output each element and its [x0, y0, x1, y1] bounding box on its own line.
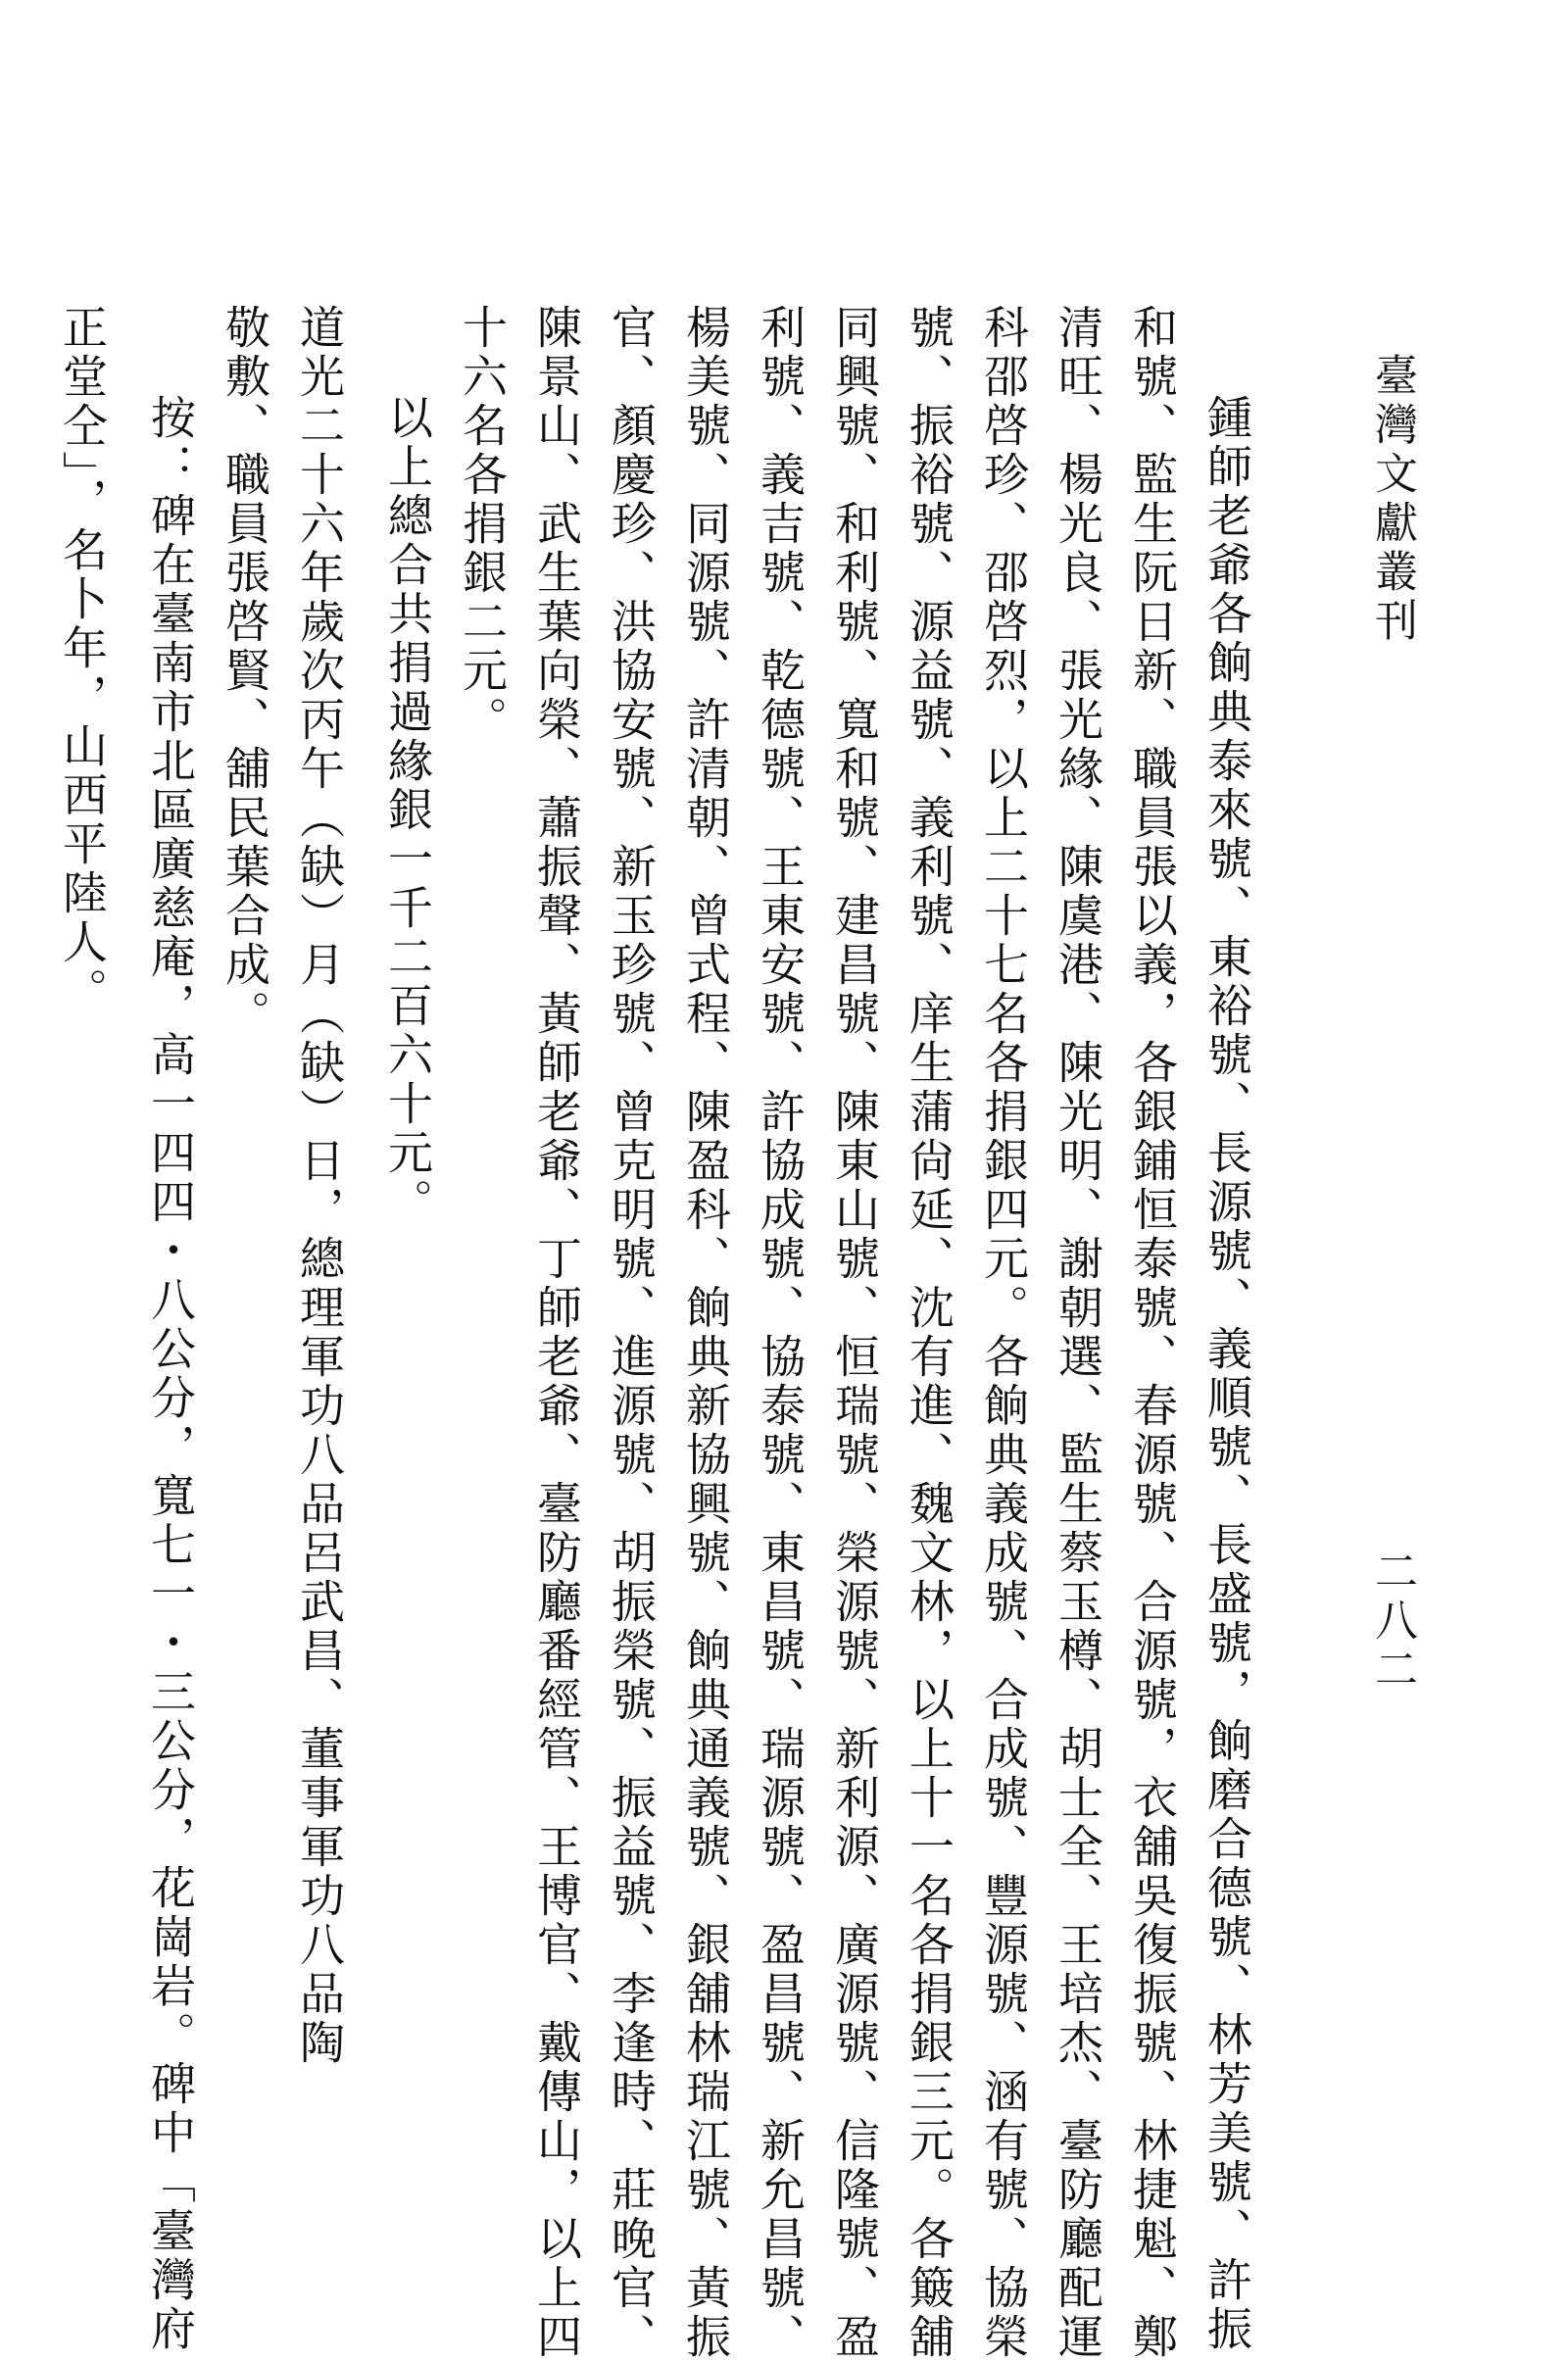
text-column: 道光二十六年歲次丙午（缺）月（缺）日，總理軍功八品呂武昌、董事軍功八品陶	[293, 304, 346, 2068]
body-text	[56, 304, 1264, 2362]
text-column: 官、顏慶珍、洪協安號、新玉珍號、曾克明號、進源號、胡振榮號、振益號、李逢時、莊晚官、	[605, 304, 658, 2362]
text-column: 正堂仝」，名卜年，山西平陸人。	[56, 304, 109, 1016]
text-column: 鍾師老爺各餉典泰來號、東裕號、長源號、義順號、長盛號，餉磨合德號、林芳美號、許振	[1200, 394, 1253, 2354]
text-column: 十六名各捐銀二元。	[456, 304, 509, 745]
text-column: 陳景山、武生葉向榮、蕭振聲、黃師老爺、丁師老爺、臺防廳番經管、王博官、戴傳山，以上四	[530, 304, 583, 2362]
text-column: 清旺、楊光良、張光緣、陳虞港、陳光明、謝朝選、監生蔡玉樽、胡士全、王培杰、臺防廳配運	[1052, 304, 1104, 2362]
text-column: 同興號、和利號、寬和號、建昌號、陳東山號、恒瑞號、榮源號、新利源、廣源號、信隆號、盈	[828, 304, 881, 2362]
text-column: 楊美號、同源號、許清朝、曾式程、陳盈科、餉典新協興號、餉典通義號、銀舖林瑞江號、黃振	[679, 304, 732, 2362]
page-number: 二八二	[1367, 1549, 1417, 1696]
text-column: 科邵啓珍、邵啓烈，以上二十七名各捐銀四元。各餉典義成號、合成號、豐源號、涵有號、協榮	[977, 304, 1030, 2362]
text-column: 敬敷、職員張啓賢、舖民葉合成。	[219, 304, 271, 1039]
text-column: 利號、義吉號、乾德號、王東安號、許協成號、協泰號、東昌號、瑞源號、盈昌號、新允昌號、	[754, 304, 807, 2362]
text-column: 以上總合共捐過緣銀一千二百六十元。	[381, 394, 434, 1227]
text-column: 和號、監生阮日新、職員張以義，各銀鋪恒泰號、春源號、合源號，衣舖吳復振號、林捷魁、鄭	[1126, 304, 1179, 2362]
text-column: 按：碑在臺南市北區廣慈庵，高一四四・八公分，寬七一・三公分，花崗岩。碑中「臺灣府	[144, 394, 197, 2354]
running-title: 臺灣文獻叢刊	[1367, 353, 1417, 647]
text-column: 號、振裕號、源益號、義利號、庠生蒲尙延、沈有進、魏文林，以上十一名各捐銀三元。各簸舖	[903, 304, 956, 2362]
